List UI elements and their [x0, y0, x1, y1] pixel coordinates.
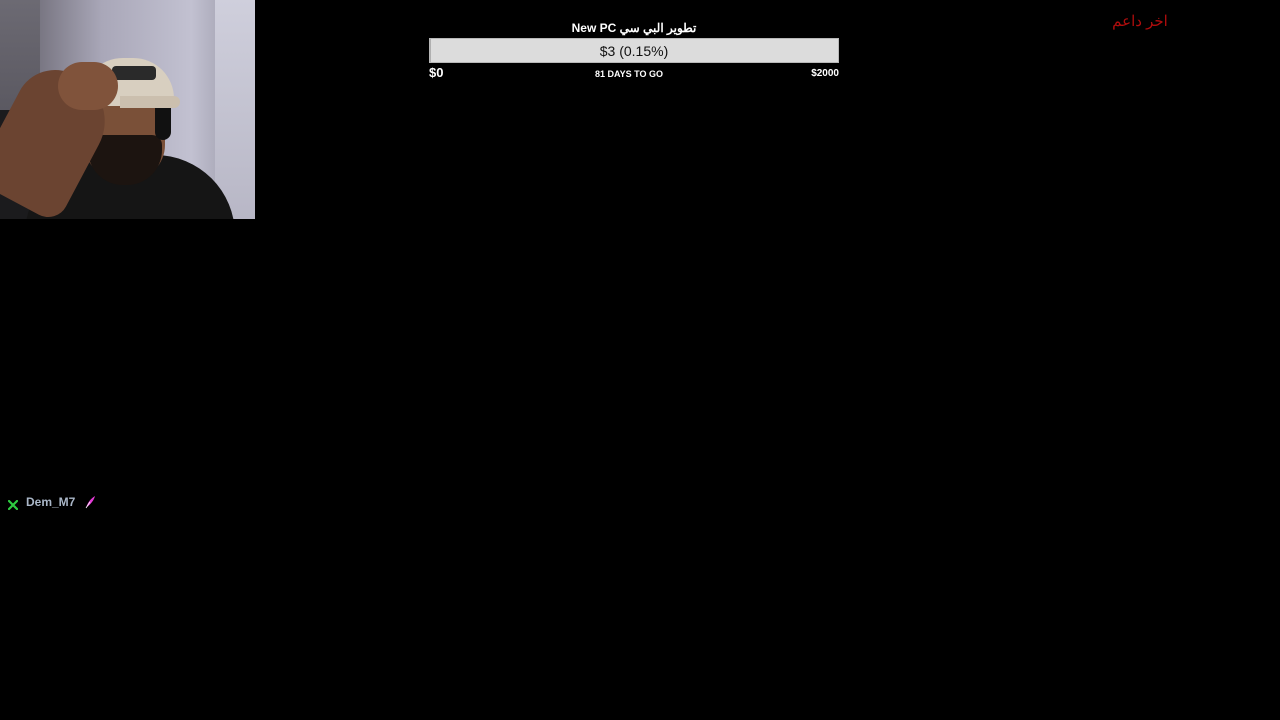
goal-min-label: $0	[429, 65, 444, 80]
goal-amount: $3 (0.15%)	[599, 43, 669, 59]
chat-username[interactable]: Dem_M7	[26, 495, 76, 509]
goal-progress-bar	[429, 38, 839, 63]
webcam-wall-right	[215, 0, 255, 219]
chat-message	[8, 494, 96, 510]
cap-logo	[112, 66, 156, 80]
donation-goal-widget	[429, 20, 839, 84]
cap-brim	[120, 96, 180, 108]
goal-title: New PC تطوير البي سي	[571, 21, 697, 35]
sword-badge-icon	[8, 497, 18, 507]
streamer-hand	[58, 62, 118, 110]
goal-days-left: 81 DAYS TO GO	[594, 69, 664, 79]
webcam-feed	[0, 0, 255, 219]
pink-feather-emote-icon	[84, 495, 96, 509]
goal-max-label: $2000	[811, 68, 839, 79]
last-supporter-label: اخر داعم	[1112, 13, 1168, 30]
